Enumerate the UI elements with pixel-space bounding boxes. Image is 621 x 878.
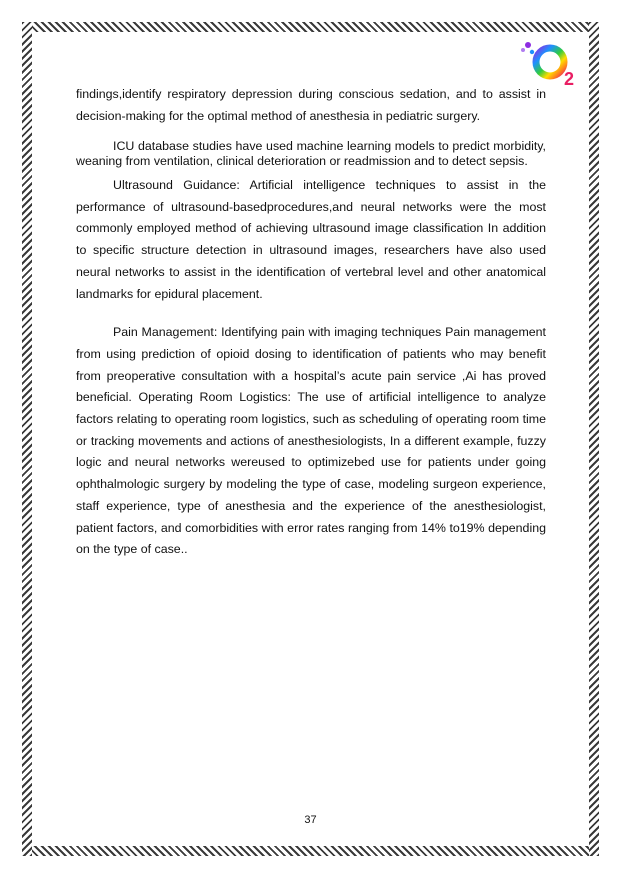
paragraph-pain-management: Pain Management: Identifying pain with imaging techniques Pain management from using prediction of opioid dosing to identification of patients who may benefit from preoperative consultation with a hospital’s acute pain service ,Ai has proved beneficial. Operating Room Logistics: The use of artificial intelligence to analyze factors relating to operating room logistics, such as scheduling of operating room time or tracking movements and actions of anesthesiologists, In a different example, fuzzy logic and neural networks wereused to optimizebed use for patients under going ophthalmologic surgery by modeling the type of case, modeling surgeon experience, staff experience, type of anesthesia and the experience of the anesthesiologist, patient factors, and comorbidities with error rates ranging from 14% to19% depending on the type of case.. (76, 325, 546, 557)
svg-text:2: 2 (564, 69, 575, 89)
decorative-border-left (22, 22, 32, 856)
paragraph-icu: ICU database studies have used machine learning models to predict morbidity, weaning from ventilation, clinical deterioration or readmission and to detect sepsis. (76, 139, 546, 168)
paragraph-sedation: findings,identify respiratory depression during conscious sedation, and to assist in decision-making for the optimal method of anesthesia in pediatric surgery. (76, 87, 546, 123)
document-body (76, 83, 546, 561)
paragraph-ultrasound: Ultrasound Guidance: Artificial intelligence techniques to assist in the performance of ultrasound-basedprocedures,and neural networks were the most commonly employed method of achieving ultrasound image classification In addition to specific structure detection in ultrasound images, researchers have also used neural networks to assist in the identification of vertebral level and other anatomical landmarks for epidural placement. (76, 178, 546, 301)
decorative-border-top (22, 22, 599, 32)
decorative-border-right (589, 22, 599, 856)
page-number: 37 (304, 814, 317, 826)
decorative-border-bottom (22, 846, 599, 856)
